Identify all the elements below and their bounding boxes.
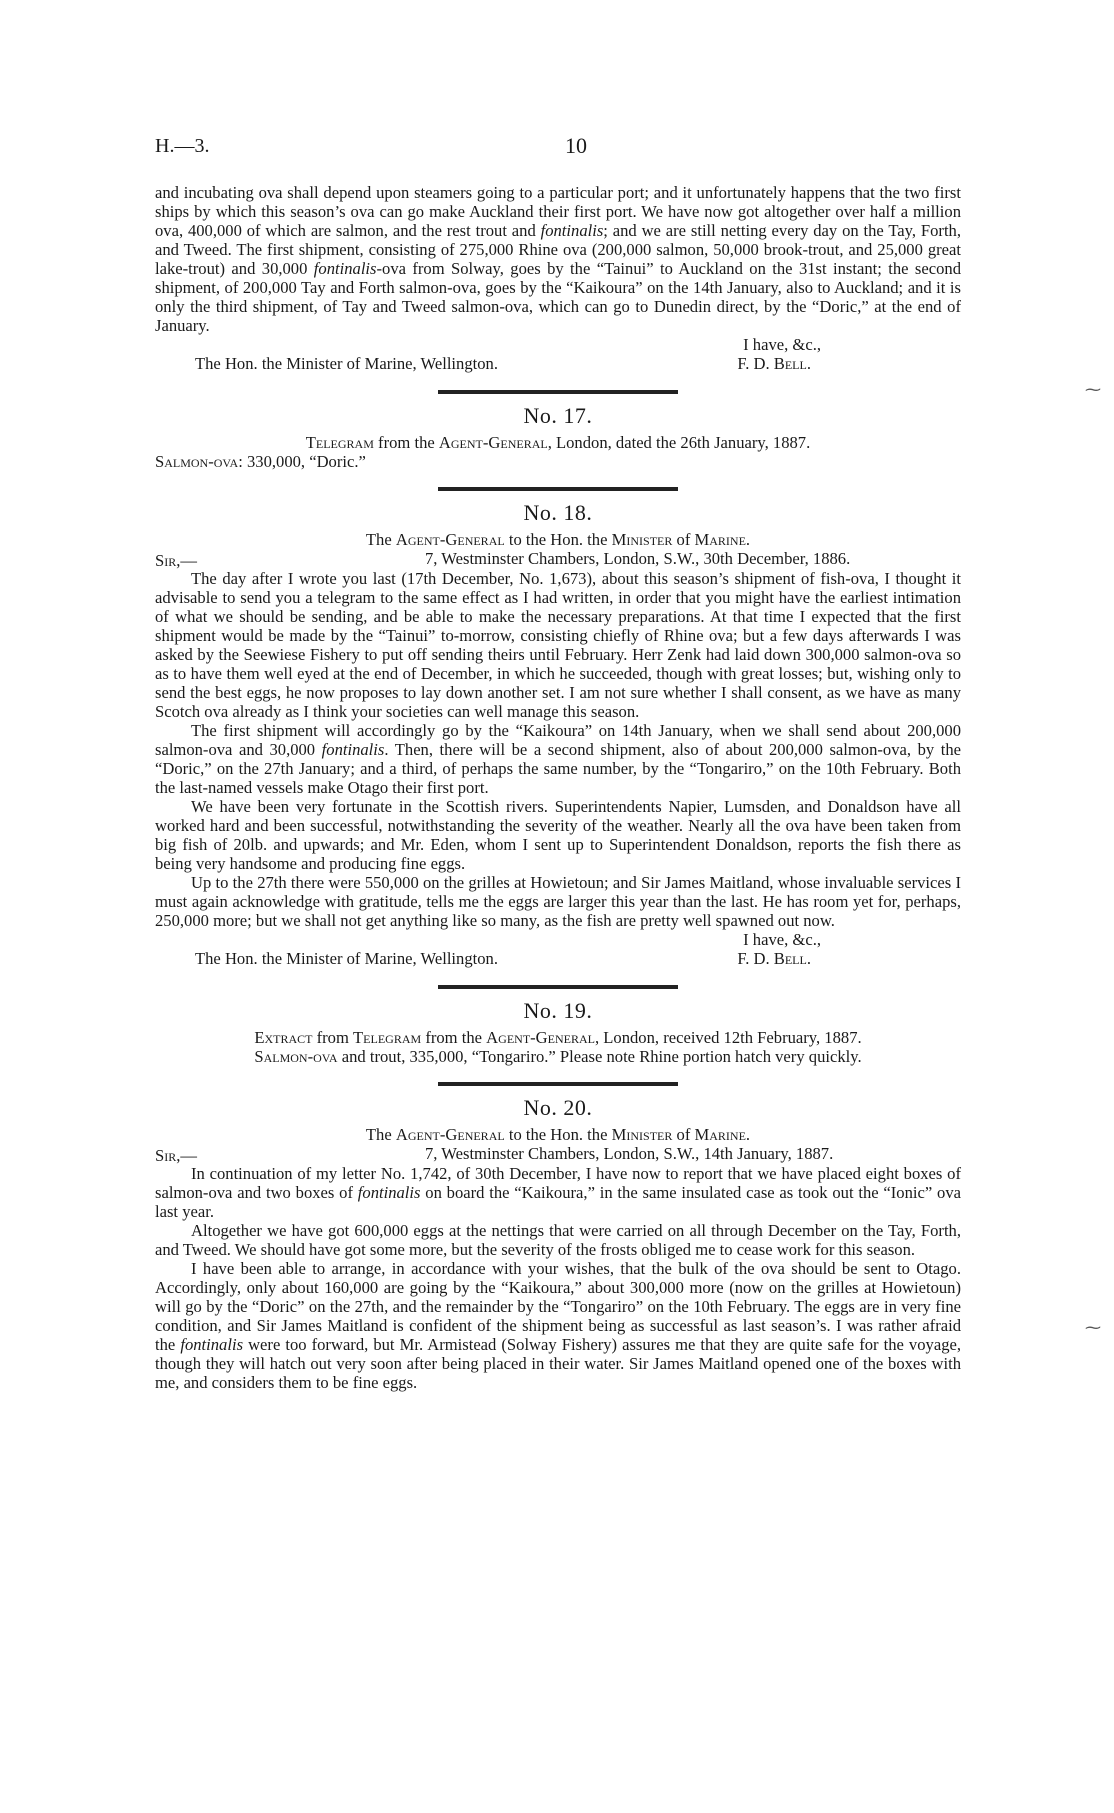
telegram-body: Salmon-ova: 330,000, “Doric.” [155,452,366,471]
signature-block [155,949,961,969]
page-header [155,135,955,165]
letter-heading: The Agent-General to the Hon. the Minister of Marine. [365,530,751,549]
salutation: Sir,— [155,1146,197,1165]
letter-paragraph: Up to the 27th there were 550,000 on the grilles at Howietoun; and Sir James Maitland, whose invaluable services I must again acknowledge with gratitude, tells me the eggs are larger this year than the last. He has room yet for, perhaps, 250,000 more; but we shall not get anything like so many, as the fish are pretty well spawned out now. [155,873,961,930]
letter-heading: The Agent-General to the Hon. the Minister of Marine. [365,1125,751,1144]
letter-paragraph: In continuation of my letter No. 1,742, of 30th December, I have now to report that we have placed eight boxes of salmon-ova and two boxes of fontinalis on board the “Kaikoura,” in the same insulated case as took out the “Ionic” ova last year. [155,1164,961,1221]
letter-paragraph: I have been able to arrange, in accordance with your wishes, that the bulk of the ova should be sent to Otago. Accordingly, only about 160,000 are going by the “Kaikoura,” about 300,000 more (now on the grilles at Howietoun) will go by the “Doric” on the 27th, and the remainder by the “Tongariro” on the 10th February. The eggs are in very fine condition, and Sir James Maitland is confident of the shipment being as successful as last season’s. I was rather afraid the fontinalis were too forward, but Mr. Armistead (Solway Fishery) assures me that they are quite safe for the voyage, though they will hatch out very soon after being placed in their water. Sir James Maitland opened one of the boxes with me, and considers them to be fine eggs. [155,1259,962,1392]
section-divider [438,390,678,394]
telegram-heading: Telegram from the Agent-General, London, dated the 26th January, 1887. [305,433,811,452]
intro-section [155,183,961,1392]
letter-paragraph: The first shipment will accordingly go by the “Kaikoura” on 14th January, when we shall send about 200,000 salmon-ova and 30,000 fontinalis. Then, there will be a second shipment, also of about 200,000 salmon-ova, by the “Doric,” on the 27th January; and a third, of perhaps the same number, by the “Tongariro,” on the 10th February. Both the last-named vessels make Otago their first port. [155,721,961,797]
margin-mark: ⁓ [1085,382,1101,399]
sender-address: 7, Westminster Chambers, London, S.W., 14th January, 1887. [425,1144,834,1163]
letter-paragraph: The day after I wrote you last (17th December, No. 1,673), about this season’s shipment of fish-ova, I thought it advisable to send you a telegram to the same effect as I had written, in order that you might have the earliest intimation of what we should be sending, and be able to make the necessary preparations. At that time I expected that the first shipment would be made by the “Tainui” to-morrow, consisting chiefly of Rhine ova; but a few days afterwards I was asked by the Seewiese Fishery to put off sending theirs until February. Herr Zenk had laid down 300,000 salmon-ova so as to have them well eyed at the end of December, in which he succeeded, though with great losses; but, wishing only to send the best eggs, he now proposes to lay down another set. I am not sure whether I shall consent, as we have as many Scotch ova already as I think your societies can well manage this season. [155,569,961,721]
section-no20 [155,1095,962,1392]
sender-address: 7, Westminster Chambers, London, S.W., 30th December, 1886. [425,549,851,568]
salutation: Sir,— [155,551,197,570]
page-number: 10 [565,133,587,158]
section-no17 [155,403,961,471]
section-no19 [155,998,961,1066]
addressee: The Hon. the Minister of Marine, Wellington. [195,949,498,968]
signature-block [155,354,961,374]
closing-line: I have, &c., [743,335,821,354]
addressee: The Hon. the Minister of Marine, Wellington. [195,354,498,373]
section-number: No. 19. [523,998,593,1023]
telegram-heading: Extract from Telegram from the Agent-General, London, received 12th February, 1887. [254,1028,862,1047]
margin-mark: ⁓ [1085,1320,1101,1337]
letter-paragraph: Altogether we have got 600,000 eggs at the nettings that were carried on all through December on the Tay, Forth, and Tweed. We should have got some more, but the severity of the frosts obliged me to cease work for this season. [155,1221,961,1259]
salutation-line [155,549,961,569]
section-number: No. 17. [523,403,593,428]
section-divider [438,487,678,491]
closing-line: I have, &c., [743,930,821,949]
section-number: No. 18. [523,500,593,525]
document-reference: H.—3. [155,135,210,157]
section-divider [438,1082,678,1086]
telegram-body: Salmon-ova and trout, 335,000, “Tongariro.” Please note Rhine portion hatch very quickly. [254,1047,862,1066]
letter-paragraph: We have been very fortunate in the Scottish rivers. Superintendents Napier, Lumsden, and Donaldson have all worked hard and been successful, notwithstanding the severity of the weather. Nearly all the ova have been taken from big fish of 20lb. and upwards; and Mr. Eden, whom I sent up to Superintendent Donaldson, reports the fish there as being very handsome and producing fine eggs. [155,797,961,873]
section-number: No. 20. [523,1095,593,1120]
signature: F. D. Bell. [737,949,811,968]
signature: F. D. Bell. [737,354,811,373]
salutation-line [155,1144,961,1164]
section-no18 [155,500,961,969]
intro-paragraph: and incubating ova shall depend upon steamers going to a particular port; and it unfortunately happens that the two first ships by which this season’s ova can go make Auckland their first port. We have now got altogether over half a million ova, 400,000 of which are salmon, and the rest trout and fontinalis; and we are still netting every day on the Tay, Forth, and Tweed. The first shipment, consisting of 275,000 Rhine ova (200,000 salmon, 50,000 brook-trout, and 25,000 great lake-trout) and 30,000 fontinalis-ova from Solway, goes by the “Tainui” to Auckland on the 31st instant; the second shipment, of 200,000 Tay and Forth salmon-ova, goes by the “Kaikoura” on the 14th January, also to Auckland; and it is only the third shipment, of Tay and Tweed salmon-ova, which can go to Dunedin direct, by the “Doric,” at the end of January. [155,183,961,335]
section-divider [438,985,678,989]
